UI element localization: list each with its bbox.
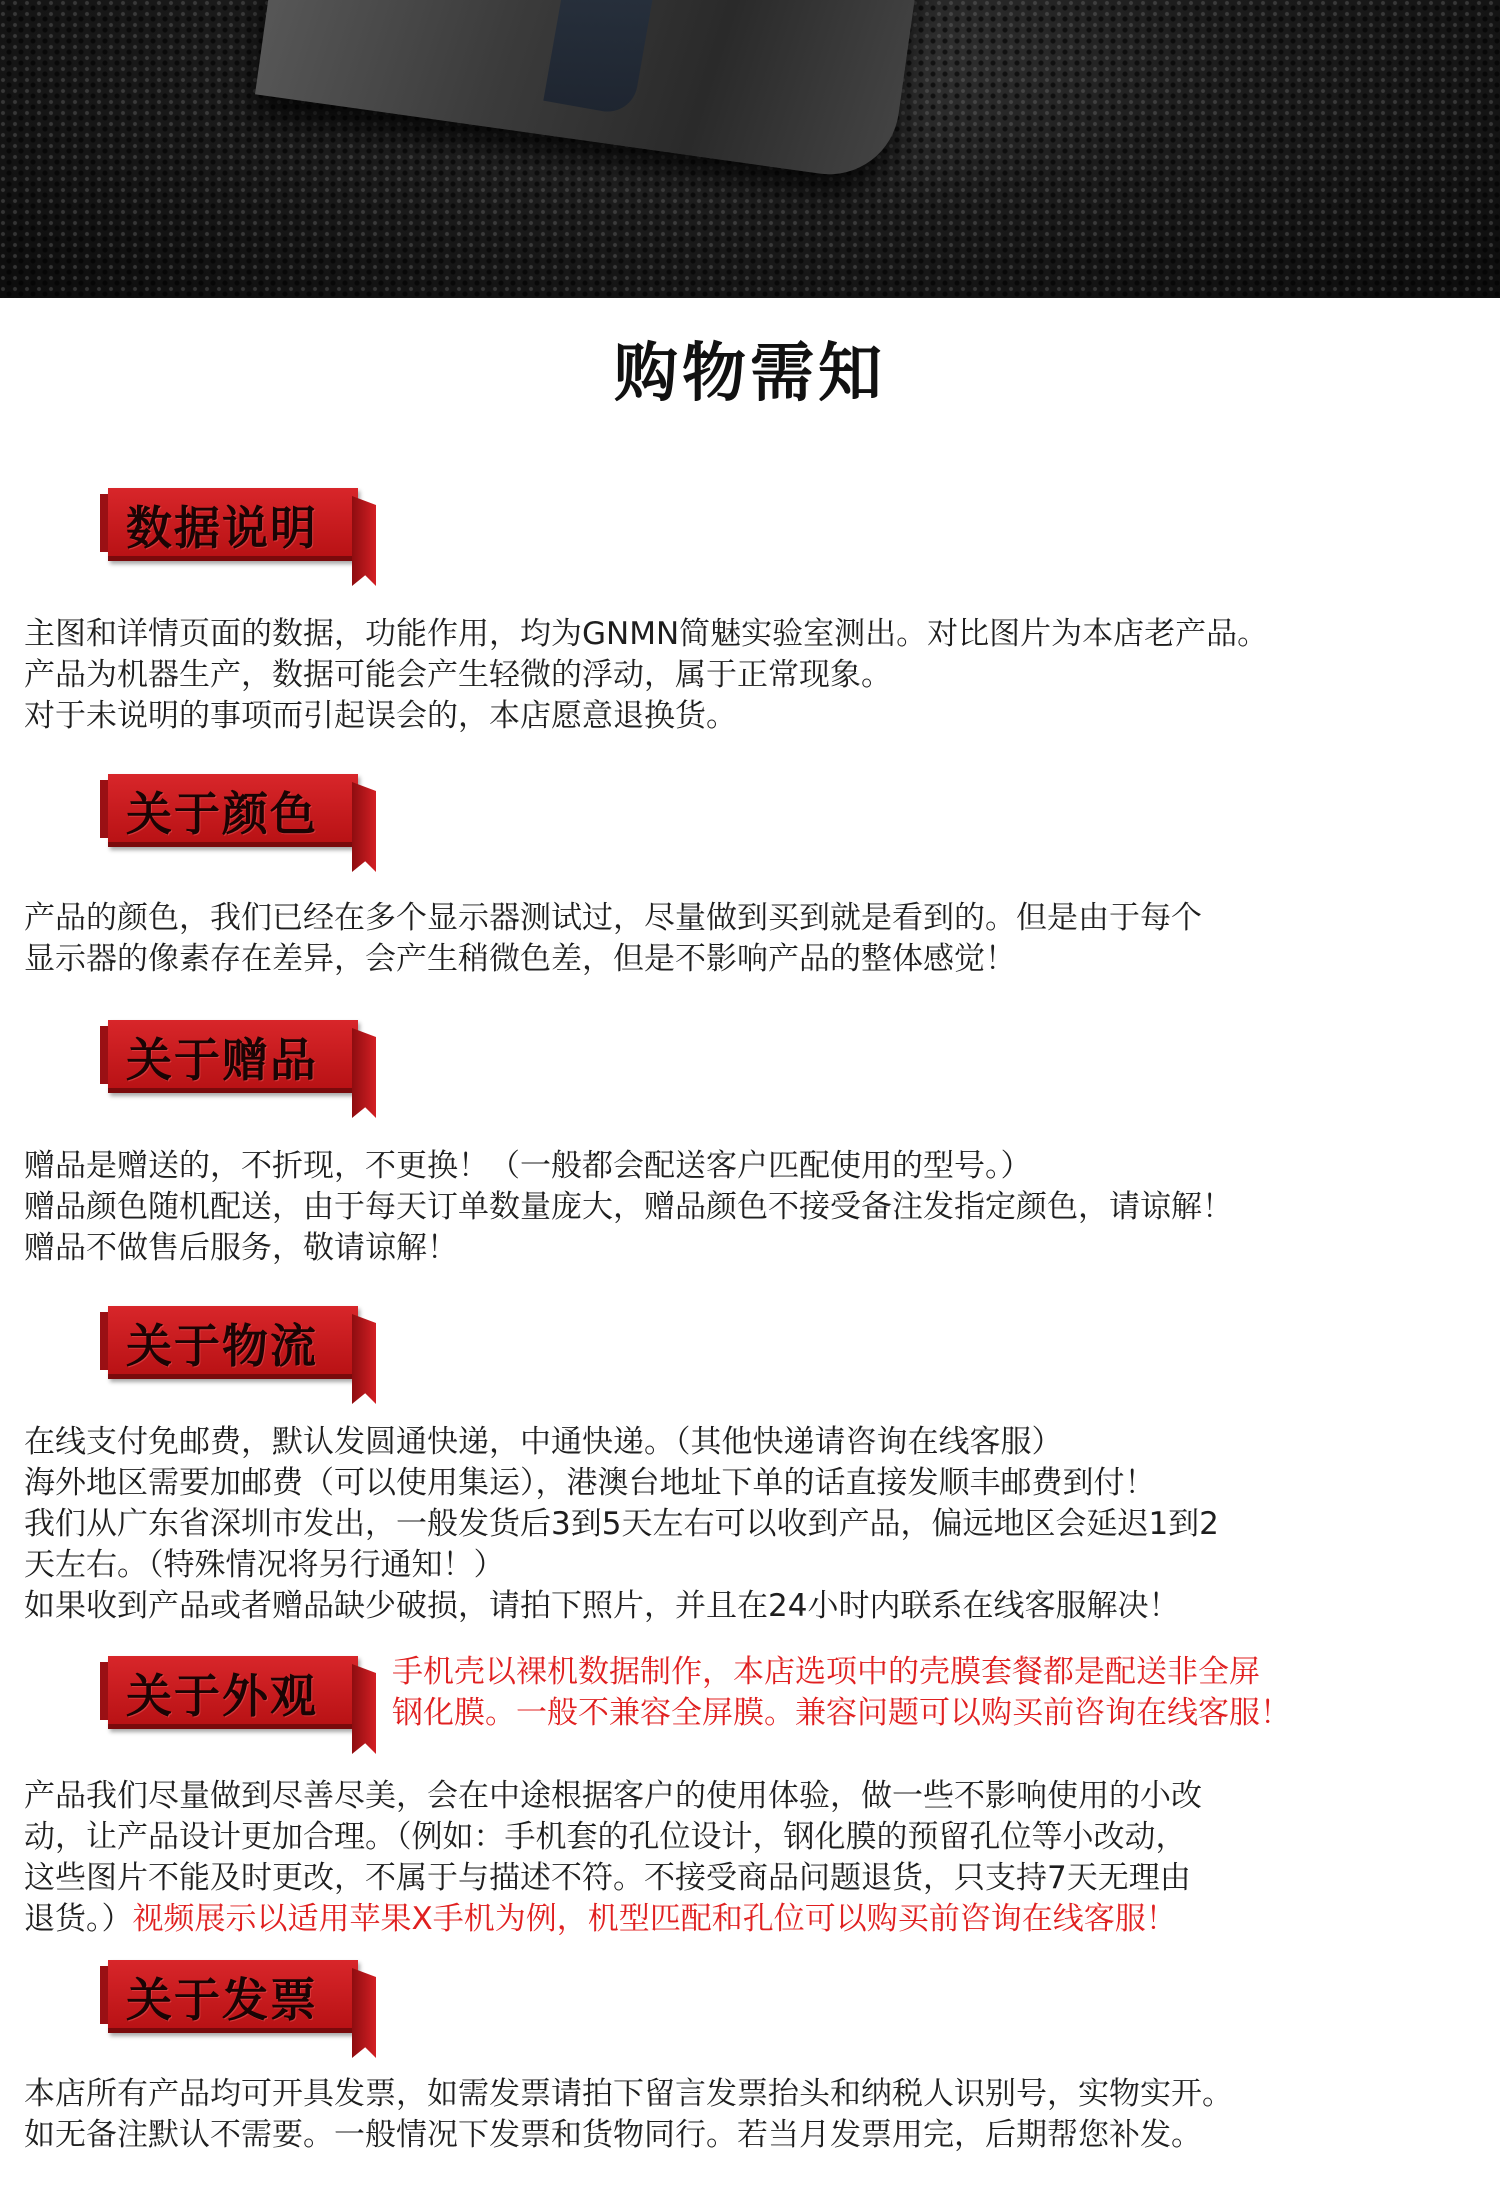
ribbon-fold — [352, 1314, 376, 1404]
body-line: 我们从广东省深圳市发出，一般发货后3到5天左右可以收到产品，偏远地区会延迟1到2 — [24, 1506, 1219, 1542]
page-title: 购物需知 — [614, 337, 886, 411]
body-line: 在线支付免邮费，默认发圆通快递，中通快递。（其他快递请咨询在线客服） — [24, 1424, 1063, 1460]
body-line: 海外地区需要加邮费（可以使用集运），港澳台地址下单的话直接发顺丰邮费到付！ — [24, 1465, 1156, 1501]
body-line: 这些图片不能及时更改，不属于与描述不符。不接受商品问题退货，只支持7天无理由 — [24, 1860, 1191, 1896]
ribbon-fold — [352, 496, 376, 586]
body-line: 如果收到产品或者赠品缺少破损，请拍下照片，并且在24小时内联系在线客服解决！ — [24, 1588, 1180, 1624]
body-line: 对于未说明的事项而引起误会的，本店愿意退换货。 — [24, 698, 737, 734]
section-body-logistics — [24, 1422, 1476, 1627]
ribbon-fold — [352, 1664, 376, 1754]
body-line: 如无备注默认不需要。一般情况下发票和货物同行。若当月发票用完，后期帮您补发。 — [24, 2117, 1202, 2153]
body-line-mixed — [24, 1899, 1476, 1940]
body-line: 本店所有产品均可开具发票，如需发票请拍下留言发票抬头和纳税人识别号，实物实开。 — [24, 2076, 1233, 2112]
section-heading-label: 关于外观 — [126, 1669, 318, 1723]
body-line: 赠品是赠送的，不折现，不更换！（一般都会配送客户匹配使用的型号。） — [24, 1148, 1032, 1184]
body-line: 赠品不做售后服务，敬请谅解！ — [24, 1230, 458, 1266]
section-heading-label: 关于颜色 — [126, 787, 318, 841]
body-line: 产品我们尽量做到尽善尽美，会在中途根据客户的使用体验，做一些不影响使用的小改 — [24, 1778, 1202, 1814]
section-body-data — [24, 614, 1476, 737]
note-line: 手机壳以裸机数据制作，本店选项中的壳膜套餐都是配送非全屏 — [392, 1654, 1260, 1690]
note-line: 钢化膜。一般不兼容全屏膜。兼容问题可以购买前咨询在线客服！ — [392, 1695, 1291, 1731]
section-body-appearance — [24, 1776, 1476, 1940]
body-line: 显示器的像素存在差异，会产生稍微色差，但是不影响产品的整体感觉！ — [24, 941, 1016, 977]
section-heading-invoice — [108, 1960, 376, 2032]
ribbon-fold — [352, 1028, 376, 1118]
body-line-red-part: 视频展示以适用苹果X手机为例，机型匹配和孔位可以购买前咨询在线客服！ — [132, 1901, 1177, 1937]
body-line-black-part: 退货。） — [24, 1901, 133, 1937]
section-heading-label: 关于物流 — [126, 1319, 318, 1373]
body-line: 天左右。（特殊情况将另行通知！） — [24, 1547, 505, 1583]
body-line: 动，让产品设计更加合理。（例如：手机套的孔位设计，钢化膜的预留孔位等小改动， — [24, 1819, 1187, 1855]
section-heading-label: 数据说明 — [126, 501, 318, 555]
section-heading-logistics — [108, 1306, 376, 1378]
section-heading-appearance — [108, 1656, 376, 1728]
body-line: 赠品颜色随机配送，由于每天订单数量庞大，赠品颜色不接受备注发指定颜色，请谅解！ — [24, 1189, 1233, 1225]
appearance-note — [392, 1652, 1482, 1734]
body-line: 产品为机器生产，数据可能会产生轻微的浮动，属于正常现象。 — [24, 657, 892, 693]
section-body-gift — [24, 1146, 1476, 1269]
body-line: 产品的颜色，我们已经在多个显示器测试过，尽量做到买到就是看到的。但是由于每个 — [24, 900, 1202, 936]
section-body-invoice — [24, 2074, 1476, 2156]
ribbon-fold — [352, 782, 376, 872]
body-line: 主图和详情页面的数据，功能作用，均为GNMN简魅实验室测出。对比图片为本店老产品。 — [24, 616, 1269, 652]
hero-image — [0, 0, 1500, 298]
ribbon-fold — [352, 1968, 376, 2058]
section-body-color — [24, 898, 1476, 980]
section-heading-color — [108, 774, 376, 846]
section-heading-label: 关于赠品 — [126, 1033, 318, 1087]
section-heading-label: 关于发票 — [126, 1973, 318, 2027]
section-heading-gift — [108, 1020, 376, 1092]
section-heading-data — [108, 488, 376, 560]
